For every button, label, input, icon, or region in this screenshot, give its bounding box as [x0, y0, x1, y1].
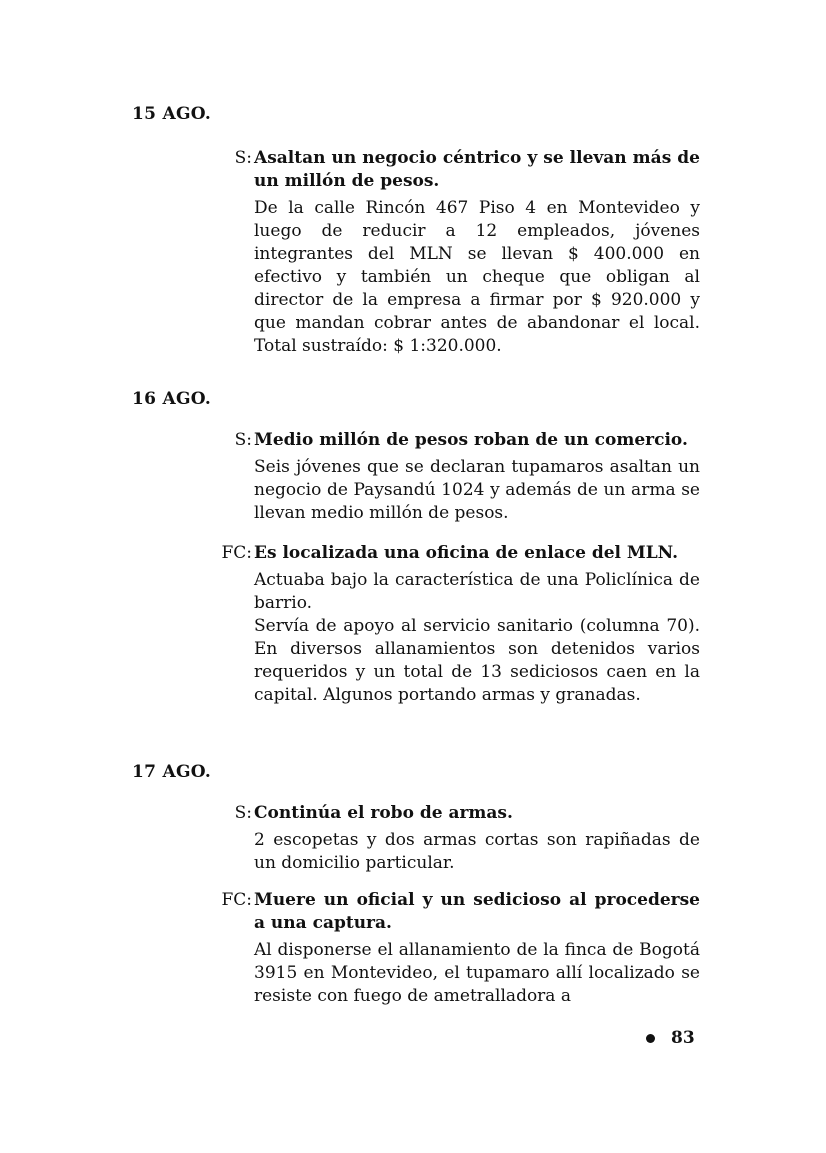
entry-tag: FC:: [221, 890, 252, 910]
entry-headline: Medio millón de pesos roban de un comercio.: [254, 430, 688, 450]
entry: [200, 147, 700, 358]
section-date: 15 AGO.: [132, 104, 212, 124]
entry-paragraph: Actuaba bajo la característica de una Policlínica de barrio.: [254, 570, 700, 613]
section-date: 17 AGO.: [132, 762, 212, 782]
entry-headline: Es localizada una oficina de enlace del MLN.: [254, 543, 679, 563]
entry: [200, 429, 700, 525]
entry-content: [254, 802, 700, 875]
page-number: 83: [671, 1028, 695, 1048]
section-date: 16 AGO.: [132, 389, 212, 409]
entry-content: [254, 889, 700, 1008]
entry-tag: S:: [234, 430, 252, 450]
entry-headline: Muere un oficial y un sedicioso al procederse a una captura.: [254, 890, 700, 933]
entry: [200, 802, 700, 875]
entry-headline: Asaltan un negocio céntrico y se llevan más de un millón de pesos.: [254, 148, 700, 191]
entry-tag: S:: [234, 803, 252, 823]
bullet-icon: [646, 1034, 655, 1043]
entry-tag: FC:: [221, 543, 252, 563]
entry-headline: Continúa el robo de armas.: [254, 803, 513, 823]
entry-content: [254, 542, 700, 707]
entry-paragraph: Al disponerse el allanamiento de la finca de Bogotá 3915 en Montevideo, el tupamaro allí localizado se resiste con fuego de ametralladora a: [254, 940, 700, 1006]
entry-tag: S:: [234, 148, 252, 168]
entry-content: [254, 429, 700, 525]
entry-paragraph: De la calle Rincón 467 Piso 4 en Montevideo y luego de reducir a 12 empleados, jóvenes integrantes del MLN se llevan $ 400.000 en efectivo y también un cheque que obligan al director de la empresa a firmar por $ 920.000 y que mandan cobrar antes de abandonar el local. Total sustraído: $ 1:320.000.: [254, 198, 700, 356]
entry: [200, 889, 700, 1008]
entry-paragraph: Servía de apoyo al servicio sanitario (columna 70). En diversos allanamientos son detenidos varios requeridos y un total de 13 sediciosos caen en la capital. Algunos portando armas y granadas.: [254, 616, 700, 705]
entry: [200, 542, 700, 707]
entry-content: [254, 147, 700, 358]
page-footer: [646, 1028, 695, 1048]
entry-paragraph: Seis jóvenes que se declaran tupamaros asaltan un negocio de Paysandú 1024 y además de un arma se llevan medio millón de pesos.: [254, 457, 700, 523]
entry-paragraph: 2 escopetas y dos armas cortas son rapiñadas de un domicilio particular.: [254, 830, 700, 873]
